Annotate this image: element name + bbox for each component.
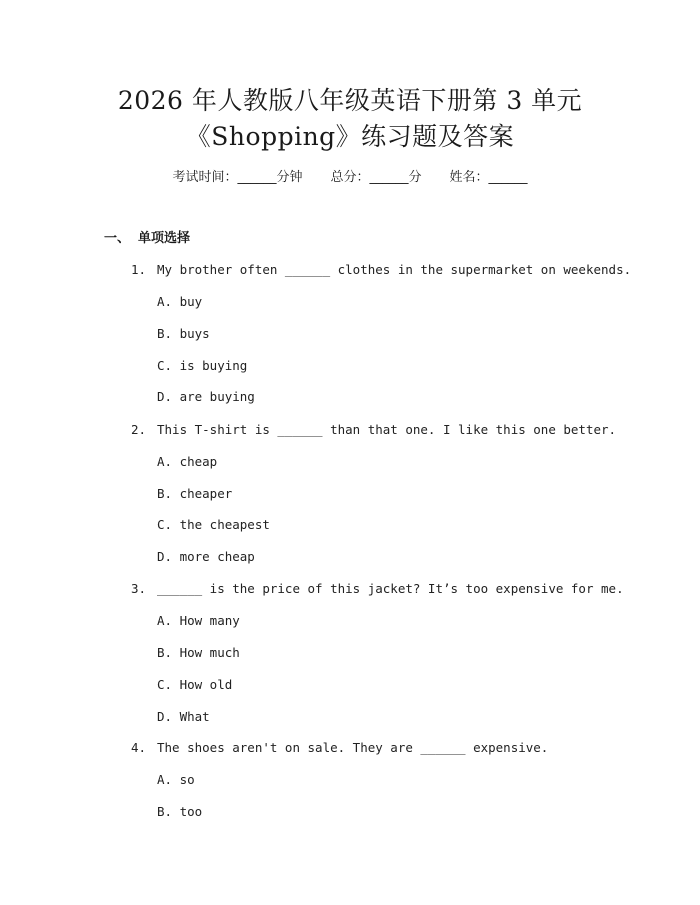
question-number: 2. xyxy=(131,422,147,437)
section-title: 单项选择 xyxy=(138,231,191,246)
option-c: C. is buying xyxy=(157,358,248,373)
option-a: A. cheap xyxy=(157,454,218,469)
doc-title-line1: 2026 年人教版八年级英语下册第 3 单元 xyxy=(117,86,583,115)
option-c: C. the cheapest xyxy=(157,517,270,532)
exam-name: 姓名：______ xyxy=(449,170,528,185)
section-heading xyxy=(104,229,190,249)
question-number: 4. xyxy=(131,740,147,755)
question-number: 3. xyxy=(131,581,147,596)
option-c: C. How old xyxy=(157,677,233,692)
option-d: D. are buying xyxy=(157,389,255,404)
section-number: 一、 xyxy=(104,231,131,246)
option-d: D. more cheap xyxy=(157,549,255,564)
option-b: B. too xyxy=(157,804,203,819)
option-a: A. How many xyxy=(157,613,240,628)
option-d: D. What xyxy=(157,709,210,724)
option-a: A. buy xyxy=(157,294,203,309)
exam-time: 考试时间：______分钟 xyxy=(172,170,303,185)
question-number: 1. xyxy=(131,262,147,277)
doc-title-line2: 《Shopping》练习题及答案 xyxy=(185,122,515,151)
option-b: B. buys xyxy=(157,326,210,341)
question-text: My brother often ______ clothes in the supermarket on weekends. xyxy=(157,262,632,277)
question-text: The shoes aren't on sale. They are ______ expensive. xyxy=(157,740,549,755)
exam-score: 总分：______分 xyxy=(330,170,422,185)
option-a: A. so xyxy=(157,772,195,787)
question-text: This T-shirt is ______ than that one. I like this one better. xyxy=(157,422,617,437)
option-b: B. How much xyxy=(157,645,240,660)
exam-info xyxy=(0,168,700,188)
question-text: ______ is the price of this jacket? It’s too expensive for me. xyxy=(157,581,624,596)
option-b: B. cheaper xyxy=(157,486,233,501)
